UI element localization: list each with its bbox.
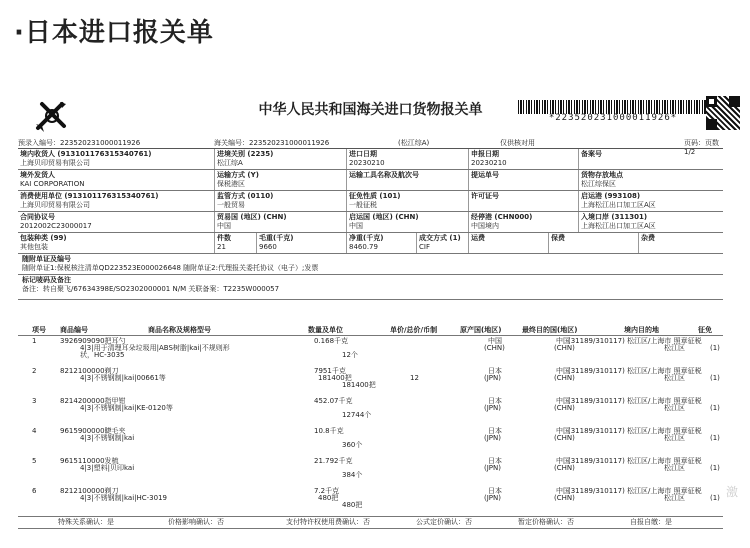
item-origin: 日本 (488, 367, 502, 375)
item-origin: 日本 (488, 397, 502, 405)
item-levy: (1) (710, 404, 720, 412)
item-spec: 4|3|不锈钢制|kai|HC-3019 (80, 494, 167, 502)
customs-number: 海关编号：223520231000011926 (214, 139, 330, 147)
field-insurance: 保费 (548, 233, 638, 253)
field-bill-no: 提运单号 (468, 170, 578, 190)
footer-item: 暂定价格确认：否 (518, 518, 574, 526)
item-domestic: (31189/310117) 松江区/上海市 照章征税 (568, 397, 702, 405)
item-levy: (1) (710, 464, 720, 472)
customs-declaration-form (18, 92, 723, 540)
footer-item: 支付特许权使用费确认：否 (286, 518, 370, 526)
field-consignor: 境外发货人 KAI CORPORATION (20, 171, 85, 188)
field-consignee: 境内收货人 (913101176315340761) 上海贝印贸易有限公司 (20, 150, 152, 167)
field-row (18, 233, 723, 254)
item-dest-code: (CHN) (554, 464, 575, 472)
col-header: 境内目的地 (624, 326, 659, 334)
item-number: 6 (32, 487, 37, 495)
col-header: 单价/总价/币制 (390, 326, 438, 334)
item-qty3: 12个 (342, 351, 358, 359)
item-code: 8212100000剃刀 (60, 367, 119, 375)
item-code: 8212100000剃刀 (60, 487, 119, 495)
item-origin-code: (JPN) (484, 374, 501, 382)
print-note: 仅供核对用 (500, 139, 535, 147)
item-code: 9615900000睫毛夹 (60, 427, 126, 435)
customs-office: (松江综A) (398, 139, 430, 147)
field-row (18, 149, 723, 170)
item-domestic: (31189/310117) 松江区/上海市 照章征税 (568, 457, 702, 465)
item-domestic: (31189/310117) 松江区/上海市 照章征税 (568, 487, 702, 495)
item-code: 8214200000指甲钳 (60, 397, 126, 405)
field-package-type: 包装种类 (99) 其他包装 (20, 234, 67, 251)
item-origin: 日本 (488, 457, 502, 465)
footer-item: 自报自缴：是 (630, 518, 672, 526)
footer-item: 特殊关系确认：是 (58, 518, 114, 526)
item-number: 3 (32, 397, 37, 405)
item-row (18, 426, 723, 456)
item-qty2: 181400把 (318, 374, 352, 382)
field-entry-gate: 入境口岸 (311301) 上海松江出口加工区A区 (578, 212, 723, 232)
item-row (18, 456, 723, 486)
field-contract: 合同协议号 2012002C23000017 (20, 213, 92, 230)
item-domestic2: 松江区 (664, 494, 685, 502)
item-spec: 4|3|用于清理耳朵垃圾用|ABS树脂|kai|不规则形 (80, 344, 230, 352)
field-entry-port: 进境关别 (2235) 松江综A (214, 149, 346, 169)
item-qty3: 480把 (342, 501, 363, 509)
document-title: 中华人民共和国海关进口货物报关单 (258, 102, 483, 118)
field-departure-port: 启运港 (993108) 上海松江出口加工区A区 (578, 191, 723, 211)
marks-remarks: 标记唛码及备注 备注：转自聚飞/67634398E/SO2302000001 N/M 关联备案：T2235W000057 (18, 275, 723, 300)
field-levy-nature: 征免性质 (101) 一般征税 (346, 191, 468, 211)
field-license: 许可证号 (468, 191, 578, 211)
field-consumer: 消费使用单位 (913101176315340761) 上海贝印贸易有限公司 (20, 192, 159, 209)
field-stop-port: 经停港 (CHN000) 中国境内 (468, 212, 578, 232)
col-header: 征免 (698, 326, 712, 334)
item-code: 3926909090把耳勺 (60, 337, 126, 345)
item-dest: 中国 (556, 337, 570, 345)
item-domestic: (31189/310117) 松江区/上海市 照章征税 (568, 367, 702, 375)
item-spec: 4|3|不锈钢制|kai (80, 434, 135, 442)
item-domestic2: 松江区 (664, 434, 685, 442)
item-code: 9615110000发梳 (60, 457, 119, 465)
field-freight: 运费 (468, 233, 548, 253)
item-row (18, 396, 723, 426)
item-number: 2 (32, 367, 37, 375)
header-fields-table (18, 148, 723, 300)
item-origin-code: (JPN) (484, 494, 501, 502)
field-net-weight: 净重(千克) 8460.79 (346, 233, 416, 253)
field-record-no: 备案号 (578, 149, 723, 169)
col-header: 最终目的国(地区) (522, 326, 578, 334)
item-dest-code: (CHN) (554, 404, 575, 412)
item-qty: 7.2千克 (314, 487, 340, 495)
item-domestic2: 松江区 (664, 344, 685, 352)
customs-emblem-icon (34, 98, 70, 134)
item-qty2: 480把 (318, 494, 339, 502)
field-gross-weight: 毛重(千克) 9660 (256, 233, 346, 253)
item-qty: 21.792千克 (314, 457, 353, 465)
item-origin: 日本 (488, 487, 502, 495)
col-header: 商品编号 (60, 326, 88, 334)
item-dest-code: (CHN) (554, 344, 575, 352)
item-domestic2: 松江区 (664, 374, 685, 382)
barcode-number: *223520231000011926* (548, 113, 678, 123)
field-vessel: 运输工具名称及航次号 (346, 170, 468, 190)
item-dest: 中国 (556, 367, 570, 375)
item-spec: 4|3|塑料|贝印kai (80, 464, 135, 472)
item-origin: 中国 (488, 337, 502, 345)
item-row (18, 336, 723, 366)
field-misc-fee: 杂费 (638, 233, 723, 253)
field-origin-country: 启运国 (地区) (CHN) 中国 (346, 212, 468, 232)
items-header (18, 325, 723, 336)
item-qty: 452.07千克 (314, 397, 353, 405)
item-price: 12 (410, 374, 419, 382)
col-header: 商品名称及规格型号 (148, 326, 211, 334)
item-levy: (1) (710, 434, 720, 442)
item-domestic: (31189/310117) 松江区/上海市 照章征税 (568, 337, 702, 345)
field-import-date: 进口日期 20230210 (346, 149, 468, 169)
confirmation-footer (18, 516, 723, 529)
field-supervision: 监管方式 (0110) 一般贸易 (214, 191, 346, 211)
item-dest: 中国 (556, 397, 570, 405)
item-qty: 10.8千克 (314, 427, 344, 435)
field-trade-country: 贸易国 (地区) (CHN) 中国 (214, 212, 346, 232)
col-header: 原产国(地区) (460, 326, 502, 334)
field-row (18, 212, 723, 233)
qr-code-icon (706, 96, 740, 130)
item-qty3: 181400把 (342, 381, 376, 389)
item-qty3: 360个 (342, 441, 363, 449)
col-header: 项号 (32, 326, 46, 334)
item-number: 1 (32, 337, 37, 345)
item-origin-code: (JPN) (484, 464, 501, 472)
item-dest: 中国 (556, 427, 570, 435)
item-dest-code: (CHN) (554, 374, 575, 382)
item-row (18, 486, 723, 516)
item-dest-code: (CHN) (554, 434, 575, 442)
footer-item: 公式定价确认：否 (416, 518, 472, 526)
item-dest-code: (CHN) (554, 494, 575, 502)
item-dest: 中国 (556, 487, 570, 495)
footer-item: 价格影响确认：否 (168, 518, 224, 526)
item-origin-code: (CHN) (484, 344, 505, 352)
field-row (18, 191, 723, 212)
field-transport-mode: 运输方式 (Y) 保税港区 (214, 170, 346, 190)
page-number: 页码：页数1/2 (684, 139, 719, 156)
item-levy: (1) (710, 494, 720, 502)
item-qty: 0.168千克 (314, 337, 349, 345)
col-header: 数量及单位 (308, 326, 343, 334)
item-domestic2: 松江区 (664, 464, 685, 472)
pre-entry-number: 预录入编号：223520231000011926 (18, 139, 141, 147)
field-declare-date: 申报日期 20230210 (468, 149, 578, 169)
attached-docs: 随附单证及编号 随附单证1:保税核注清单QD223523E000026648 随附单证2:代理报关委托协议（电子）;发票 (18, 254, 723, 275)
item-spec: 4|3|不锈钢制|kai|00661等 (80, 374, 166, 382)
item-origin-code: (JPN) (484, 404, 501, 412)
goods-items-table (18, 325, 723, 516)
item-levy: (1) (710, 344, 720, 352)
page-heading: ·日本进口报关单 (14, 18, 214, 48)
item-domestic: (31189/310117) 松江区/上海市 照章征税 (568, 427, 702, 435)
item-levy: (1) (710, 374, 720, 382)
item-domestic2: 松江区 (664, 404, 685, 412)
item-origin-code: (JPN) (484, 434, 501, 442)
item-spec-cont: 状，HC-3035 (80, 351, 125, 359)
item-spec: 4|3|不锈钢制|kai|KE-0120等 (80, 404, 173, 412)
field-row (18, 170, 723, 191)
item-origin: 日本 (488, 427, 502, 435)
watermark: 激 (726, 485, 739, 499)
field-deal-mode: 成交方式 (1) CIF (416, 233, 468, 253)
field-pieces: 件数 21 (214, 233, 256, 253)
item-number: 5 (32, 457, 37, 465)
field-storage: 货物存放地点 松江综保区 (578, 170, 723, 190)
item-qty3: 384个 (342, 471, 363, 479)
barcode (518, 100, 708, 114)
item-qty3: 12744个 (342, 411, 372, 419)
item-dest: 中国 (556, 457, 570, 465)
item-row (18, 366, 723, 396)
item-number: 4 (32, 427, 37, 435)
item-qty: 7951千克 (314, 367, 346, 375)
